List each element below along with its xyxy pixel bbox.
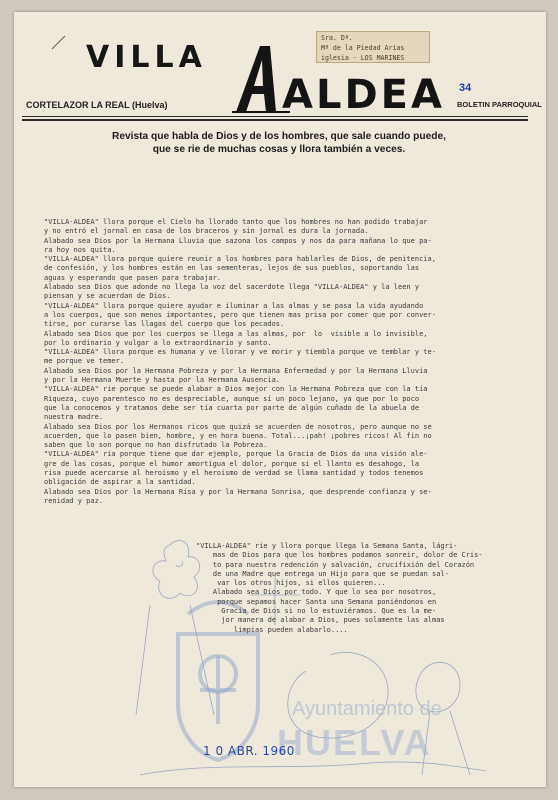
article-body: "VILLA-ALDEA" llora porque el Cielo ha llorado tanto que los hombres no han podido trabajar y no entró el jornal en casa de los braceros y sin jornal es dura la jornada. Alabado sea Dios por la Hermana Lluvia que sazona los campos y nos da para mañana lo que pa- ra hoy nos quita. "VILLA-ALDEA" llora porque quiere reunir a los hombres para hablarles de Dios, de penitencia, de confesión, y los hombres están en las sementeras, lejos de sus pueblos, soportando las aguas y esperando que pasen para trabajar. Alabado sea Dios que adonde no llega la voz del sacerdote llega "VILLA-ALDEA" y la leen y piensan y se acuerdan de Dios. "VILLA-ALDEA" llora porque quiere ayudar e iluminar a las almas y se pasa la vida ayudando a los cuerpos, que son menos importantes, pero que tienen mas prisa por comer que por conver- tirse, por curarse las llagas del cuerpo que los pecados. Alabado sea Dios que por los cuerpos se llega a las almas, por lo visible a lo invisible, por lo ordinario y vulgar a lo extraordinario y santo. "VILLA-ALDEA" llora porque es humana y ve llorar y ve morir y tiembla porque ve temblar y te- me porque ve temer. Alabado sea Dios por la Hermana Pobreza y por la Hermana Enfermedad y por la Hermana Lluvia y por la Hermana Muerte y hasta por la Hermana Ausencia. "VILLA-ALDEA" rie porque se puede alabar a Dios mejor con la Hermana Pobreza que con la tía Riqueza, cuyo parentesco no es despreciable, aunque sí un poco lejano, ya que por lo poco que la conocemos y tratamos debe ser tía cuarta por parte de algún cuñado de la abuela de nuestra madre. Alabado sea Dios por los Hermanos ricos que quizá se acuerden de nosotros, pero aunque no se acuerden, que lo pasen bien, hombre, y en hora buena. Total...¡pah! ¡pobres ricos! Al fin no saben que lo son porque no han disfrutado la Pobreza. "VILLA-ALDEA" ría porque tiene que dar ejemplo, porque la Gracia de Dios da una visión ale- gre de las cosas, porque el humor amortigua el dolor, porque si el llanto es desahogo, la risa puede acercarse al heroismo y el heroismo de verdad se llama santidad y todos tenemos obligación de aspirar a la santidad. Alabado sea Dios por la Hermana Risa y por la Hermana Sonrisa, que desprende confianza y se- renidad y paz. <box>44 218 436 505</box>
pencil-mark <box>50 33 68 51</box>
masthead-villa: VILLA <box>86 40 207 75</box>
location-label: CORTELAZOR LA REAL (Huelva) <box>26 100 168 110</box>
address-line-2: Mª de la Piedad Arias <box>321 44 405 52</box>
article-body-holy-week: "VILLA-ALDEA" ríe y llora porque llega la Semana Santa, lágri- mas de Dios para que los hombres podamos sonreir, dolor de Cris- to para nuestra redención y salvación, crucifixión del Corazón de una Madre que entrega un Hijo para que se puedan sal- var los otros hijos, si ellos quieren... Alabado sea Dios por todo. Y que lo sea por nosotros, porque sepamos hacer Santa una Semana poniéndonos en Gracia de Dios si no lo estuviéramos. Que es la me- jor manera de alabar a Dios, pues solamente las almas limpias pueden alabarlo.... <box>196 542 483 634</box>
archive-watermark-line-1: Ayuntamiento de <box>292 698 442 720</box>
tagline-line-2: que se rie de muchas cosas y llora también a veces. <box>152 144 406 155</box>
tagline-line-1: Revista que habla de Dios y de los hombres, que sale cuando puede, <box>111 131 446 142</box>
address-line-3: iglesia - LOS MARINES <box>321 54 405 62</box>
handwritten-ref-number: 34 <box>459 82 472 94</box>
address-line-1: Sra. Dª. <box>321 34 353 42</box>
header-rule-thin <box>22 116 528 117</box>
tagline <box>24 130 534 156</box>
header-rule-thick <box>22 119 528 121</box>
archive-watermark-line-2: HUELVA <box>277 722 432 763</box>
masthead-aldea-text: ALDEA <box>282 72 445 116</box>
address-label <box>316 31 430 63</box>
received-date-stamp: 1 0 ABR. 1960 <box>203 744 295 758</box>
bulletin-type-label: BOLETIN PARROQUIAL <box>457 100 542 109</box>
